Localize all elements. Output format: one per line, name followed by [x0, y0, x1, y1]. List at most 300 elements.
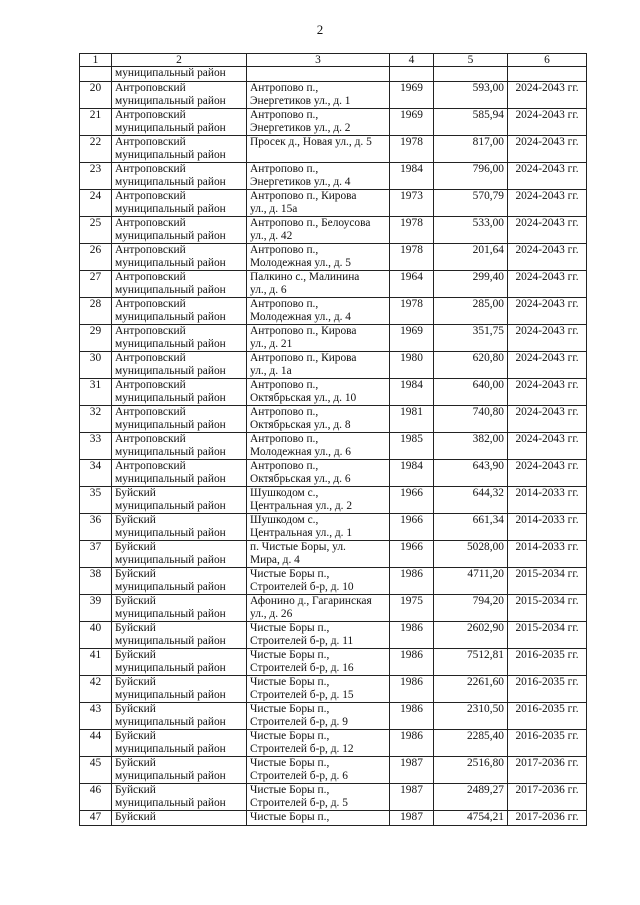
table-row	[80, 325, 587, 352]
address-cell	[247, 811, 390, 826]
district-name: Антроповский	[115, 244, 186, 256]
address-line-2: Центральная ул., д. 1	[250, 527, 353, 539]
address-cell	[247, 514, 390, 541]
year-cell: 1966	[390, 541, 434, 568]
address-cell	[247, 784, 390, 811]
period-cell: 2014-2033 гг.	[508, 514, 587, 541]
area-cell: 4754,21	[434, 811, 508, 826]
address-cell	[247, 622, 390, 649]
district-type: муниципальный район	[115, 635, 226, 647]
row-number-cell: 30	[80, 352, 112, 379]
district-type: муниципальный район	[115, 419, 226, 431]
district-name: Буйский	[115, 487, 156, 499]
address-line-1: Антропово п.,	[250, 244, 319, 256]
district-cell	[112, 352, 247, 379]
district-name: Антроповский	[115, 109, 186, 121]
address-cell	[247, 136, 390, 163]
table-row	[80, 622, 587, 649]
district-cell	[112, 379, 247, 406]
district-cell	[112, 622, 247, 649]
housing-registry-table	[79, 53, 587, 826]
address-line-1: п. Чистые Боры, ул.	[250, 541, 346, 553]
row-number-cell: 38	[80, 568, 112, 595]
district-name: Буйский	[115, 784, 156, 796]
district-type: муниципальный район	[115, 338, 226, 350]
district-type: муниципальный район	[115, 662, 226, 674]
address-line-1: Чистые Боры п.,	[250, 784, 330, 796]
period-cell: 2017-2036 гг.	[508, 757, 587, 784]
district-name: Антроповский	[115, 406, 186, 418]
row-number-cell: 46	[80, 784, 112, 811]
district-type: муниципальный район	[115, 797, 226, 809]
address-line-1: Чистые Боры п.,	[250, 622, 330, 634]
period-cell: 2017-2036 гг.	[508, 811, 587, 826]
table-row	[80, 217, 587, 244]
row-number-cell: 44	[80, 730, 112, 757]
district-type: муниципальный район	[115, 473, 226, 485]
table-row	[80, 244, 587, 271]
address-line-1: Чистые Боры п.,	[250, 649, 330, 661]
table-row	[80, 271, 587, 298]
district-cell	[112, 136, 247, 163]
period-cell: 2015-2034 гг.	[508, 568, 587, 595]
year-cell: 1966	[390, 514, 434, 541]
table-row	[80, 703, 587, 730]
district-name: Антроповский	[115, 136, 186, 148]
table-row	[80, 784, 587, 811]
row-number-cell: 20	[80, 82, 112, 109]
district-cell	[112, 460, 247, 487]
year-cell: 1978	[390, 217, 434, 244]
address-line-2: Строителей б-р, д. 15	[250, 689, 354, 701]
address-line-2: Молодежная ул., д. 4	[250, 311, 352, 323]
table-row	[80, 352, 587, 379]
year-cell: 1964	[390, 271, 434, 298]
address-line-2: Октябрьская ул., д. 10	[250, 392, 357, 404]
row-number-cell: 36	[80, 514, 112, 541]
district-name: Буйский	[115, 757, 156, 769]
address-line-2: Мира, д. 4	[250, 554, 300, 566]
address-cell	[247, 433, 390, 460]
period-cell: 2015-2034 гг.	[508, 622, 587, 649]
address-line-1: Чистые Боры п.,	[250, 730, 330, 742]
district-name: Буйский	[115, 541, 156, 553]
table-row	[80, 406, 587, 433]
row-number-cell: 32	[80, 406, 112, 433]
row-number-cell: 24	[80, 190, 112, 217]
column-header: 1	[80, 54, 112, 67]
district-cell	[112, 703, 247, 730]
year-cell: 1969	[390, 325, 434, 352]
address-line-2: Строителей б-р, д. 6	[250, 770, 348, 782]
year-cell: 1981	[390, 406, 434, 433]
address-line-1: Антропово п.,	[250, 460, 319, 472]
address-cell	[247, 730, 390, 757]
address-cell	[247, 109, 390, 136]
row-number-cell: 22	[80, 136, 112, 163]
district-type: муниципальный район	[115, 122, 226, 134]
row-number-cell: 26	[80, 244, 112, 271]
district-type: муниципальный район	[115, 149, 226, 161]
address-cell	[247, 676, 390, 703]
period-cell: 2024-2043 гг.	[508, 460, 587, 487]
year-cell: 1984	[390, 460, 434, 487]
district-type: муниципальный район	[115, 95, 226, 107]
table-row	[80, 379, 587, 406]
district-cell	[112, 649, 247, 676]
address-cell	[247, 757, 390, 784]
row-number-cell: 40	[80, 622, 112, 649]
address-line-1: Антропово п.,	[250, 163, 319, 175]
address-line-1: Антропово п.,	[250, 406, 319, 418]
period-cell: 2017-2036 гг.	[508, 784, 587, 811]
row-number-cell: 31	[80, 379, 112, 406]
period-cell	[508, 67, 587, 82]
address-line-2: Октябрьская ул., д. 6	[250, 473, 351, 485]
area-cell: 2602,90	[434, 622, 508, 649]
address-line-1: Шушкодом с.,	[250, 514, 319, 526]
address-line-1: Чистые Боры п.,	[250, 757, 330, 769]
area-cell: 585,94	[434, 109, 508, 136]
column-header: 2	[112, 54, 247, 67]
district-type: муниципальный район	[115, 284, 226, 296]
district-name: Антроповский	[115, 325, 186, 337]
district-cell	[112, 568, 247, 595]
district-cell	[112, 163, 247, 190]
year-cell: 1986	[390, 568, 434, 595]
year-cell: 1984	[390, 379, 434, 406]
area-cell: 593,00	[434, 82, 508, 109]
area-cell: 4711,20	[434, 568, 508, 595]
column-number-row	[80, 54, 587, 67]
address-cell	[247, 82, 390, 109]
address-line-2: ул., д. 42	[250, 230, 293, 242]
table-row	[80, 676, 587, 703]
address-line-2: Энергетиков ул., д. 4	[250, 176, 351, 188]
year-cell: 1978	[390, 136, 434, 163]
period-cell: 2024-2043 гг.	[508, 352, 587, 379]
year-cell	[390, 67, 434, 82]
address-line-2: ул., д. 15а	[250, 203, 298, 215]
year-cell: 1987	[390, 811, 434, 826]
district-cell	[112, 595, 247, 622]
period-cell: 2024-2043 гг.	[508, 109, 587, 136]
period-cell: 2024-2043 гг.	[508, 136, 587, 163]
period-cell: 2024-2043 гг.	[508, 82, 587, 109]
year-cell: 1987	[390, 757, 434, 784]
area-cell: 817,00	[434, 136, 508, 163]
address-cell	[247, 541, 390, 568]
row-number-cell: 39	[80, 595, 112, 622]
period-cell: 2016-2035 гг.	[508, 676, 587, 703]
district-name: Буйский	[115, 730, 156, 742]
area-cell: 794,20	[434, 595, 508, 622]
address-line-1: Шушкодом с.,	[250, 487, 319, 499]
year-cell: 1969	[390, 82, 434, 109]
row-number-cell: 28	[80, 298, 112, 325]
row-number-cell: 33	[80, 433, 112, 460]
column-header: 6	[508, 54, 587, 67]
district-type: муниципальный район	[115, 392, 226, 404]
district-cell	[112, 244, 247, 271]
table-row	[80, 757, 587, 784]
address-line-1: Антропово п., Белоусова	[250, 217, 371, 229]
district-cell	[112, 217, 247, 244]
address-line-1: Антропово п.,	[250, 82, 319, 94]
area-cell: 620,80	[434, 352, 508, 379]
address-cell	[247, 595, 390, 622]
district-cell	[112, 433, 247, 460]
period-cell: 2024-2043 гг.	[508, 163, 587, 190]
address-line-1: Чистые Боры п.,	[250, 703, 330, 715]
period-cell: 2024-2043 гг.	[508, 433, 587, 460]
year-cell: 1987	[390, 784, 434, 811]
table-row	[80, 514, 587, 541]
address-cell	[247, 406, 390, 433]
year-cell: 1986	[390, 730, 434, 757]
district-cell	[112, 406, 247, 433]
district-name: Антроповский	[115, 352, 186, 364]
period-cell: 2016-2035 гг.	[508, 649, 587, 676]
address-line-2: ул., д. 26	[250, 608, 293, 620]
district-cell	[112, 298, 247, 325]
column-header: 4	[390, 54, 434, 67]
address-line-1: Антропово п.,	[250, 109, 319, 121]
address-line-2: Строителей б-р, д. 11	[250, 635, 354, 647]
period-cell: 2024-2043 гг.	[508, 217, 587, 244]
area-cell: 2489,27	[434, 784, 508, 811]
district-cell	[112, 190, 247, 217]
district-type: муниципальный район	[115, 716, 226, 728]
address-line-1: Чистые Боры п.,	[250, 811, 330, 823]
row-number-cell: 34	[80, 460, 112, 487]
table-row	[80, 730, 587, 757]
district-type: муниципальный район	[115, 527, 226, 539]
district-name: Антроповский	[115, 163, 186, 175]
district-cell	[112, 82, 247, 109]
district-name: Буйский	[115, 703, 156, 715]
address-cell	[247, 568, 390, 595]
district-name: Буйский	[115, 649, 156, 661]
address-line-2: Молодежная ул., д. 5	[250, 257, 352, 269]
row-number-cell: 47	[80, 811, 112, 826]
district-name: Антроповский	[115, 460, 186, 472]
table-row	[80, 298, 587, 325]
district-name: Антроповский	[115, 379, 186, 391]
row-number-cell: 37	[80, 541, 112, 568]
area-cell: 640,00	[434, 379, 508, 406]
address-line-1: Антропово п.,	[250, 379, 319, 391]
period-cell: 2016-2035 гг.	[508, 703, 587, 730]
district-name: Буйский	[115, 568, 156, 580]
district-type: муниципальный район	[115, 365, 226, 377]
column-header: 3	[247, 54, 390, 67]
address-line-1: Чистые Боры п.,	[250, 568, 330, 580]
period-cell: 2024-2043 гг.	[508, 325, 587, 352]
column-header: 5	[434, 54, 508, 67]
district-cell	[112, 487, 247, 514]
district-type: муниципальный район	[115, 446, 226, 458]
area-cell: 661,34	[434, 514, 508, 541]
address-cell	[247, 190, 390, 217]
address-line-2: Строителей б-р, д. 10	[250, 581, 354, 593]
continuation-row	[80, 67, 587, 82]
year-cell: 1984	[390, 163, 434, 190]
address-line-2: Центральная ул., д. 2	[250, 500, 353, 512]
district-type: муниципальный район	[115, 689, 226, 701]
address-cell	[247, 460, 390, 487]
area-cell: 740,80	[434, 406, 508, 433]
row-number-cell: 27	[80, 271, 112, 298]
district-type: муниципальный район	[115, 257, 226, 269]
address-line-2: Строителей б-р, д. 9	[250, 716, 348, 728]
area-cell: 351,75	[434, 325, 508, 352]
area-cell: 201,64	[434, 244, 508, 271]
address-cell	[247, 163, 390, 190]
period-cell: 2024-2043 гг.	[508, 406, 587, 433]
address-line-1: Антропово п., Кирова	[250, 352, 357, 364]
district-type: муниципальный район	[115, 770, 226, 782]
area-cell: 533,00	[434, 217, 508, 244]
table-row	[80, 595, 587, 622]
district-type: муниципальный район	[115, 608, 226, 620]
district-name: Антроповский	[115, 298, 186, 310]
table-row	[80, 487, 587, 514]
address-line-1: Афонино д., Гагаринская	[250, 595, 372, 607]
address-line-1: Антропово п., Кирова	[250, 190, 357, 202]
address-cell	[247, 271, 390, 298]
area-cell: 796,00	[434, 163, 508, 190]
district-name: Буйский	[115, 514, 156, 526]
year-cell: 1986	[390, 676, 434, 703]
row-number-cell: 41	[80, 649, 112, 676]
district-name: Буйский	[115, 676, 156, 688]
table-row	[80, 649, 587, 676]
year-cell: 1986	[390, 622, 434, 649]
address-line-2: Молодежная ул., д. 6	[250, 446, 352, 458]
row-number-cell: 21	[80, 109, 112, 136]
district-cell	[112, 811, 247, 826]
address-cell	[247, 325, 390, 352]
address-cell	[247, 298, 390, 325]
address-cell	[247, 379, 390, 406]
address-line-2: Энергетиков ул., д. 2	[250, 122, 351, 134]
address-line-2: ул., д. 21	[250, 338, 293, 350]
row-number-cell: 35	[80, 487, 112, 514]
page-number: 2	[316, 22, 324, 37]
address-cell	[247, 244, 390, 271]
district-cell	[112, 730, 247, 757]
year-cell: 1978	[390, 298, 434, 325]
period-cell: 2014-2033 гг.	[508, 487, 587, 514]
district-name: Антроповский	[115, 190, 186, 202]
address-line-2: ул., д. 1а	[250, 365, 292, 377]
area-cell: 2310,50	[434, 703, 508, 730]
address-line-1: Просек д., Новая ул., д. 5	[250, 136, 372, 148]
address-line-1: Палкино с., Малинина	[250, 271, 360, 283]
district-cell	[112, 514, 247, 541]
address-line-2: Строителей б-р, д. 12	[250, 743, 354, 755]
district-type: муниципальный район	[115, 581, 226, 593]
area-cell	[434, 67, 508, 82]
period-cell: 2014-2033 гг.	[508, 541, 587, 568]
row-number-cell: 29	[80, 325, 112, 352]
district-name: Буйский	[115, 595, 156, 607]
district-type: муниципальный район	[115, 230, 226, 242]
district-cell	[112, 271, 247, 298]
address-line-2: Строителей б-р, д. 5	[250, 797, 348, 809]
district-cell	[112, 325, 247, 352]
area-cell: 7512,81	[434, 649, 508, 676]
period-cell: 2024-2043 гг.	[508, 190, 587, 217]
year-cell: 1966	[390, 487, 434, 514]
period-cell: 2015-2034 гг.	[508, 595, 587, 622]
table-row	[80, 163, 587, 190]
address-line-1: Антропово п.,	[250, 433, 319, 445]
address-line-2: Октябрьская ул., д. 8	[250, 419, 351, 431]
district-name: Буйский	[115, 811, 156, 823]
district-name: Буйский	[115, 622, 156, 634]
table-row	[80, 190, 587, 217]
address-cell	[247, 649, 390, 676]
district-cell	[112, 757, 247, 784]
period-cell: 2016-2035 гг.	[508, 730, 587, 757]
address-cell	[247, 703, 390, 730]
district-name: Антроповский	[115, 217, 186, 229]
row-number-cell: 43	[80, 703, 112, 730]
row-number-cell	[80, 67, 112, 82]
district-cell	[112, 541, 247, 568]
district-type: муниципальный район	[115, 176, 226, 188]
area-cell: 2516,80	[434, 757, 508, 784]
address-line-1: Чистые Боры п.,	[250, 676, 330, 688]
address-cell	[247, 487, 390, 514]
year-cell: 1986	[390, 703, 434, 730]
area-cell: 382,00	[434, 433, 508, 460]
address-line-1: Антропово п.,	[250, 298, 319, 310]
table-row	[80, 82, 587, 109]
row-number-cell: 25	[80, 217, 112, 244]
row-number-cell: 42	[80, 676, 112, 703]
period-cell: 2024-2043 гг.	[508, 271, 587, 298]
address-line-2: ул., д. 6	[250, 284, 287, 296]
address-cell	[247, 67, 390, 82]
table-row	[80, 541, 587, 568]
year-cell: 1985	[390, 433, 434, 460]
address-line-1: Антропово п., Кирова	[250, 325, 357, 337]
address-line-2: Энергетиков ул., д. 1	[250, 95, 351, 107]
district-type: муниципальный район	[115, 203, 226, 215]
district-cell	[112, 784, 247, 811]
year-cell: 1975	[390, 595, 434, 622]
period-cell: 2024-2043 гг.	[508, 379, 587, 406]
table-row	[80, 568, 587, 595]
period-cell: 2024-2043 гг.	[508, 298, 587, 325]
area-cell: 570,79	[434, 190, 508, 217]
area-cell: 2285,40	[434, 730, 508, 757]
address-cell	[247, 352, 390, 379]
year-cell: 1980	[390, 352, 434, 379]
year-cell: 1986	[390, 649, 434, 676]
table-row	[80, 460, 587, 487]
area-cell: 644,32	[434, 487, 508, 514]
district-type: муниципальный район	[115, 311, 226, 323]
district-type: муниципальный район	[115, 743, 226, 755]
district-cell	[112, 676, 247, 703]
area-cell: 5028,00	[434, 541, 508, 568]
area-cell: 285,00	[434, 298, 508, 325]
area-cell: 2261,60	[434, 676, 508, 703]
